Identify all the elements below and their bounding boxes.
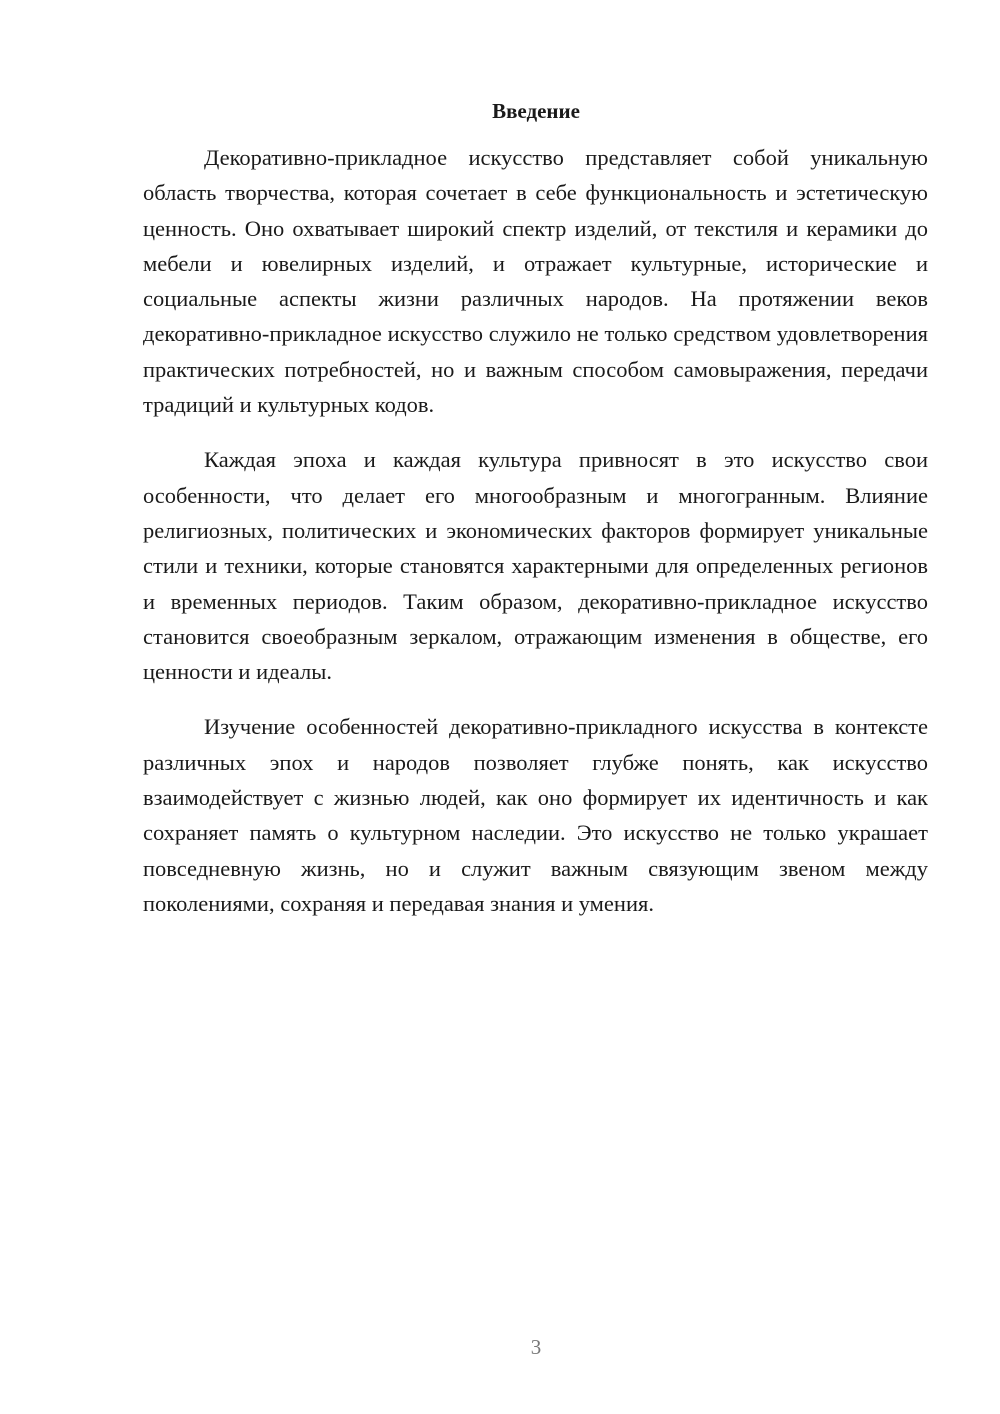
paragraph-3: Изучение особенностей декоративно-прикладного искусства в контексте различных эпох и народов позволяет глубже понять, как искусство взаимодействует с жизнью людей, как оно формирует их идентичность и как сохраняет память о культурном наследии. Это искусство не только украшает повседневную жизнь, но и служит важным связующим звеном между поколениями, сохраняя и передавая знания и умения. xyxy=(143,714,928,916)
body-text xyxy=(143,140,928,941)
paragraph-1: Декоративно-прикладное искусство представляет собой уникальную область творчества, которая сочетает в себе функциональность и эстетическую ценность. Оно охватывает широкий спектр изделий, от текстиля и керамики до мебели и ювелирных изделий, и отражает культурные, исторические и социальные аспекты жизни различных народов. На протяжении веков декоративно-прикладное искусство служило не только средством удовлетворения практических потребностей, но и важным способом самовыражения, передачи традиций и культурных кодов. xyxy=(143,145,928,418)
page-number: 3 xyxy=(530,1335,542,1359)
page-title: Введение xyxy=(492,99,580,123)
paragraph-2: Каждая эпоха и каждая культура привносят в это искусство свои особенности, что делает его многообразным и многогранным. Влияние религиозных, политических и экономических факторов формирует уникальные стили и техники, которые становятся характерными для определенных регионов и временных периодов. Таким образом, декоративно-прикладное искусство становится своеобразным зеркалом, отражающим изменения в обществе, его ценности и идеалы. xyxy=(143,447,928,685)
